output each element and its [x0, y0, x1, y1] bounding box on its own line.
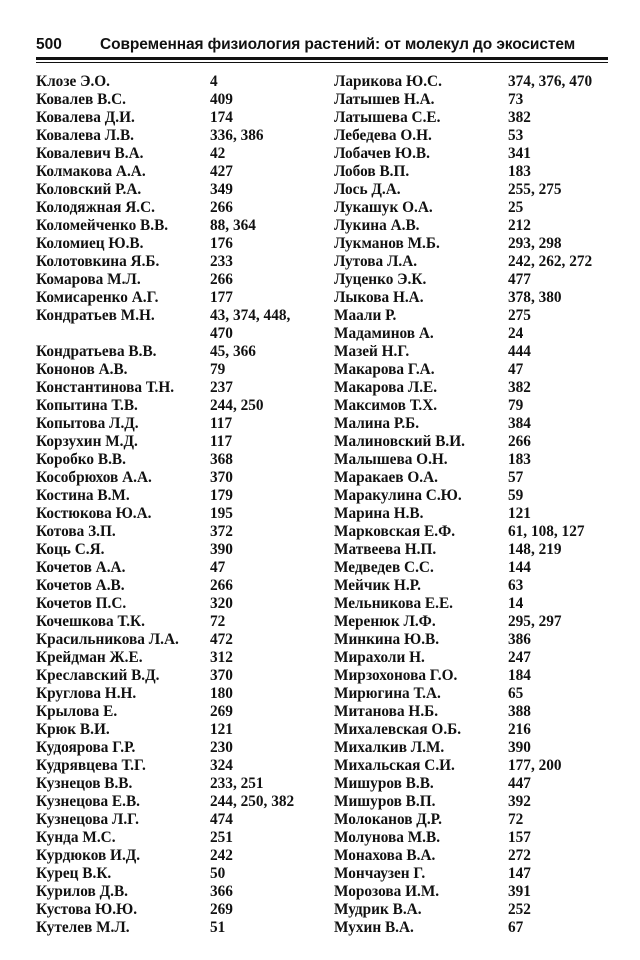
page-references: 370 [210, 667, 233, 684]
author-name: Комарова М.Л. [36, 271, 141, 288]
author-name: Минкина Ю.В. [334, 631, 440, 648]
index-entry [36, 343, 316, 361]
index-entry [36, 631, 316, 649]
index-entry [36, 253, 316, 271]
author-name: Мазей Н.Г. [334, 343, 410, 360]
index-entry [36, 775, 316, 793]
page-references: 117 [210, 415, 233, 432]
author-name: Коць С.Я. [36, 541, 105, 558]
page-references: 65 [508, 685, 524, 702]
index-entry [334, 595, 614, 613]
page-references: 255, 275 [508, 181, 562, 198]
page-references: 336, 386 [210, 127, 264, 144]
author-name: Меренюк Л.Ф. [334, 613, 436, 630]
page-references: 233 [210, 253, 233, 270]
page-references: 43, 374, 448, 470 [210, 307, 291, 342]
author-name: Марковская Е.Ф. [334, 523, 456, 540]
author-name: Луценко Э.К. [334, 271, 427, 288]
index-entry [36, 847, 316, 865]
author-name: Копытова Л.Д. [36, 415, 139, 432]
index-entry [36, 91, 316, 109]
index-entry [334, 127, 614, 145]
index-entry [334, 145, 614, 163]
page-references: 251 [210, 829, 233, 846]
author-name: Марина Н.В. [334, 505, 424, 522]
page-references: 272 [508, 847, 531, 864]
author-name: Ларикова Ю.С. [334, 73, 442, 90]
author-name: Кочетов П.С. [36, 595, 127, 612]
author-name: Лобов В.П. [334, 163, 410, 180]
page-references: 384 [508, 415, 531, 432]
page-references: 266 [210, 199, 233, 216]
index-entry [36, 667, 316, 685]
page-references: 24 [508, 325, 524, 342]
index-entry [334, 667, 614, 685]
index-entry [36, 433, 316, 451]
author-name: Кочетов А.А. [36, 559, 126, 576]
index-entry [36, 361, 316, 379]
index-entry [36, 181, 316, 199]
index-entry [36, 865, 316, 883]
author-name: Матвеева Н.П. [334, 541, 437, 558]
author-name: Корзухин М.Д. [36, 433, 138, 450]
page-references: 148, 219 [508, 541, 562, 558]
index-entry [334, 541, 614, 559]
index-entry [334, 361, 614, 379]
index-entry [334, 271, 614, 289]
author-name: Копытина Т.В. [36, 397, 138, 414]
index-entry [36, 307, 316, 343]
author-name: Крюк В.И. [36, 721, 110, 738]
author-name: Креславский В.Д. [36, 667, 160, 684]
page-references: 242 [210, 847, 233, 864]
page-references: 51 [210, 919, 226, 936]
page-references: 269 [210, 901, 233, 918]
index-entry [334, 649, 614, 667]
author-name: Мейчик Н.Р. [334, 577, 421, 594]
author-name: Макарова Г.А. [334, 361, 435, 378]
index-entry [36, 109, 316, 127]
header-rule-thin [36, 62, 608, 63]
author-name: Михалкив Л.М. [334, 739, 445, 756]
author-name: Макарова Л.Е. [334, 379, 438, 396]
index-entry [36, 397, 316, 415]
page-references: 295, 297 [508, 613, 562, 630]
author-name: Монахова В.А. [334, 847, 436, 864]
index-entry [36, 127, 316, 145]
page-references: 53 [508, 127, 524, 144]
page-references: 388 [508, 703, 531, 720]
author-name: Молунова М.В. [334, 829, 441, 846]
author-name: Кузнецова Е.В. [36, 793, 140, 810]
index-entry [334, 325, 614, 343]
author-name: Лукашук О.А. [334, 199, 433, 216]
index-entry [334, 397, 614, 415]
index-entry [36, 793, 316, 811]
page-references: 121 [508, 505, 531, 522]
author-name: Колотовкина Я.Б. [36, 253, 160, 270]
page-references: 230 [210, 739, 233, 756]
index-entry [36, 271, 316, 289]
author-name: Михалевская О.Б. [334, 721, 462, 738]
page-references: 382 [508, 379, 531, 396]
page-references: 117 [210, 433, 233, 450]
page-references: 25 [508, 199, 524, 216]
page-references: 269 [210, 703, 233, 720]
page-references: 244, 250 [210, 397, 264, 414]
index-entry [334, 901, 614, 919]
page-references: 472 [210, 631, 233, 648]
author-name: Костина В.М. [36, 487, 130, 504]
index-entry [36, 451, 316, 469]
author-name: Ковалева Д.И. [36, 109, 135, 126]
page-references: 67 [508, 919, 524, 936]
author-name: Крылова Е. [36, 703, 118, 720]
running-title: Современная физиология растений: от молекул до экосистем [100, 36, 576, 53]
author-name: Клозе Э.О. [36, 73, 111, 90]
page-references: 183 [508, 451, 531, 468]
author-name: Маали Р. [334, 307, 397, 324]
index-entry [36, 163, 316, 181]
index-entry [334, 451, 614, 469]
index-entry [36, 541, 316, 559]
author-name: Лутова Л.А. [334, 253, 418, 270]
author-name: Кононов А.В. [36, 361, 128, 378]
index-entry [36, 757, 316, 775]
index-entry [36, 523, 316, 541]
index-column-left [36, 73, 316, 937]
page-references: 349 [210, 181, 233, 198]
author-name: Мухин В.А. [334, 919, 414, 936]
page-references: 177, 200 [508, 757, 562, 774]
index-entry [334, 163, 614, 181]
index-entry [36, 721, 316, 739]
author-name: Мирюгина Т.А. [334, 685, 441, 702]
index-entry [36, 73, 316, 91]
page-references: 324 [210, 757, 233, 774]
page-references: 195 [210, 505, 233, 522]
author-name: Круглова Н.Н. [36, 685, 137, 702]
page-references: 444 [508, 343, 531, 360]
page-references: 79 [508, 397, 524, 414]
index-entry [334, 919, 614, 937]
index-entry [334, 721, 614, 739]
page-references: 47 [210, 559, 226, 576]
index-entry [36, 811, 316, 829]
author-name: Кочешкова Т.К. [36, 613, 145, 630]
index-entry [36, 505, 316, 523]
page-references: 216 [508, 721, 531, 738]
author-name: Кочетов А.В. [36, 577, 125, 594]
page-references: 370 [210, 469, 233, 486]
page-references: 72 [508, 811, 524, 828]
author-name: Мишуров В.В. [334, 775, 434, 792]
page-references: 386 [508, 631, 531, 648]
author-name: Лебедева О.Н. [334, 127, 432, 144]
index-entry [36, 613, 316, 631]
index-entry [334, 433, 614, 451]
author-name: Малина Р.Б. [334, 415, 420, 432]
author-name: Маракулина С.Ю. [334, 487, 462, 504]
author-name: Курдюков И.Д. [36, 847, 141, 864]
index-entry [334, 505, 614, 523]
author-name: Мудрик В.А. [334, 901, 422, 918]
author-name: Мирахоли Н. [334, 649, 425, 666]
page-references: 147 [508, 865, 531, 882]
page-references: 382 [508, 109, 531, 126]
index-entry [334, 91, 614, 109]
author-name: Лось Д.А. [334, 181, 401, 198]
index-entry [36, 595, 316, 613]
page-references: 366 [210, 883, 233, 900]
index-entry [36, 289, 316, 307]
index-entry [334, 775, 614, 793]
page-references: 59 [508, 487, 524, 504]
index-entry [36, 919, 316, 937]
page-references: 374, 376, 470 [508, 73, 593, 90]
author-name: Колмакова А.А. [36, 163, 146, 180]
page-references: 390 [210, 541, 233, 558]
page-references: 312 [210, 649, 233, 666]
page-references: 14 [508, 595, 524, 612]
author-name: Медведев С.С. [334, 559, 434, 576]
index-entry [36, 901, 316, 919]
author-name: Михальская С.И. [334, 757, 455, 774]
author-name: Мельникова Е.Е. [334, 595, 453, 612]
index-column-right [334, 73, 614, 937]
author-name: Кузнецов В.В. [36, 775, 133, 792]
page-references: 45, 366 [210, 343, 256, 360]
page-references: 392 [508, 793, 531, 810]
page-references: 233, 251 [210, 775, 264, 792]
author-name: Крейдман Ж.Е. [36, 649, 143, 666]
author-name: Малышева О.Н. [334, 451, 448, 468]
page-references: 378, 380 [508, 289, 562, 306]
author-name: Коломейченко В.В. [36, 217, 169, 234]
index-entry [36, 415, 316, 433]
index-entry [334, 343, 614, 361]
author-name: Кособрюхов А.А. [36, 469, 152, 486]
index-entry [36, 217, 316, 235]
page-references: 266 [210, 577, 233, 594]
page-references: 266 [508, 433, 531, 450]
index-entry [334, 73, 614, 91]
author-name: Комисаренко А.Г. [36, 289, 159, 306]
index-entry [36, 235, 316, 253]
index-entry [334, 631, 614, 649]
page-header [36, 34, 608, 56]
author-name: Ковалевич В.А. [36, 145, 144, 162]
author-name: Коробко В.В. [36, 451, 126, 468]
page-references: 320 [210, 595, 233, 612]
page-references: 50 [210, 865, 226, 882]
page-references: 57 [508, 469, 524, 486]
author-name: Мадаминов А. [334, 325, 434, 342]
author-name: Кудоярова Г.Р. [36, 739, 136, 756]
page-references: 244, 250, 382 [210, 793, 295, 810]
author-name: Максимов Т.Х. [334, 397, 438, 414]
author-name: Кудрявцева Т.Г. [36, 757, 146, 774]
page-references: 390 [508, 739, 531, 756]
author-name: Красильникова Л.А. [36, 631, 179, 648]
author-name: Костюкова Ю.А. [36, 505, 152, 522]
index-entry [334, 217, 614, 235]
page-references: 391 [508, 883, 531, 900]
page-references: 275 [508, 307, 531, 324]
author-name: Коломиец Ю.В. [36, 235, 144, 252]
index-entry [36, 199, 316, 217]
author-name: Морозова И.М. [334, 883, 440, 900]
index-entry [334, 703, 614, 721]
page-references: 88, 364 [210, 217, 256, 234]
index-entry [334, 415, 614, 433]
header-rule-thick [36, 57, 608, 60]
index-entry [36, 559, 316, 577]
page-references: 177 [210, 289, 233, 306]
author-name: Лукина А.В. [334, 217, 420, 234]
author-name: Мирзохонова Г.О. [334, 667, 458, 684]
index-entry [36, 145, 316, 163]
index-entry [36, 703, 316, 721]
author-name: Мончаузен Г. [334, 865, 426, 882]
author-name: Кустова Ю.Ю. [36, 901, 138, 918]
page-references: 179 [210, 487, 233, 504]
author-name: Лобачев Ю.В. [334, 145, 430, 162]
index-entry [334, 577, 614, 595]
page-references: 447 [508, 775, 531, 792]
page-references: 293, 298 [508, 235, 562, 252]
index-entry [334, 829, 614, 847]
page-references: 474 [210, 811, 233, 828]
author-name: Ковалев В.С. [36, 91, 126, 108]
page-references: 144 [508, 559, 531, 576]
page-references: 174 [210, 109, 233, 126]
index-entry [334, 469, 614, 487]
page-references: 72 [210, 613, 226, 630]
page-references: 368 [210, 451, 233, 468]
index-entry [36, 685, 316, 703]
page-number: 500 [36, 36, 62, 53]
index-entry [36, 829, 316, 847]
author-name: Мишуров В.П. [334, 793, 436, 810]
page-references: 341 [508, 145, 531, 162]
page-references: 176 [210, 235, 233, 252]
page-references: 372 [210, 523, 233, 540]
page-references: 79 [210, 361, 226, 378]
page-references: 266 [210, 271, 233, 288]
author-name: Константинова Т.Н. [36, 379, 175, 396]
page-references: 42 [210, 145, 226, 162]
page-references: 73 [508, 91, 524, 108]
page-references: 121 [210, 721, 233, 738]
index-entry [334, 739, 614, 757]
author-name: Малиновский В.И. [334, 433, 465, 450]
index-entry [334, 883, 614, 901]
index-entry [334, 865, 614, 883]
page-references: 477 [508, 271, 531, 288]
index-entry [334, 685, 614, 703]
index-entry [36, 739, 316, 757]
author-name: Коловский Р.А. [36, 181, 142, 198]
author-name: Кондратьев М.Н. [36, 307, 155, 324]
index-entry [334, 559, 614, 577]
author-name: Молоканов Д.Р. [334, 811, 442, 828]
author-name: Кондратьева В.В. [36, 343, 157, 360]
index-entry [334, 253, 614, 271]
page-references: 61, 108, 127 [508, 523, 585, 540]
page-references: 237 [210, 379, 233, 396]
page-references: 247 [508, 649, 531, 666]
index-entry [334, 487, 614, 505]
author-name: Ковалева Л.В. [36, 127, 134, 144]
author-name: Латышев Н.А. [334, 91, 435, 108]
author-name: Кутелев М.Л. [36, 919, 130, 936]
author-name: Колодяжная Я.С. [36, 199, 155, 216]
page-references: 184 [508, 667, 531, 684]
author-name: Кузнецова Л.Г. [36, 811, 139, 828]
author-name: Курилов Д.В. [36, 883, 128, 900]
index-entry [36, 577, 316, 595]
page-references: 242, 262, 272 [508, 253, 593, 270]
index-entry [334, 307, 614, 325]
index-entry [36, 379, 316, 397]
index-entry [334, 289, 614, 307]
index-entry [36, 469, 316, 487]
page-references: 157 [508, 829, 531, 846]
author-name: Лыкова Н.А. [334, 289, 424, 306]
index-entry [334, 793, 614, 811]
page-references: 183 [508, 163, 531, 180]
index-entry [334, 199, 614, 217]
author-name: Лукманов М.Б. [334, 235, 440, 252]
index-entry [334, 379, 614, 397]
index-entry [36, 649, 316, 667]
author-name: Котова З.П. [36, 523, 116, 540]
index-entry [36, 487, 316, 505]
index-entry [334, 811, 614, 829]
index-entry [334, 523, 614, 541]
page-references: 4 [210, 73, 218, 90]
index-entry [334, 181, 614, 199]
index-entry [334, 109, 614, 127]
index-entry [334, 757, 614, 775]
author-name: Курец В.К. [36, 865, 112, 882]
index-entry [334, 235, 614, 253]
index-entry [36, 883, 316, 901]
page-references: 252 [508, 901, 531, 918]
page-references: 427 [210, 163, 233, 180]
author-name: Кунда М.С. [36, 829, 116, 846]
page-references: 409 [210, 91, 233, 108]
index-entry [334, 847, 614, 865]
author-name: Митанова Н.Б. [334, 703, 439, 720]
author-name: Маракаев О.А. [334, 469, 438, 486]
page-references: 180 [210, 685, 233, 702]
index-entry [334, 613, 614, 631]
page-references: 212 [508, 217, 531, 234]
page-references: 47 [508, 361, 524, 378]
author-name: Латышева С.Е. [334, 109, 441, 126]
page-references: 63 [508, 577, 524, 594]
